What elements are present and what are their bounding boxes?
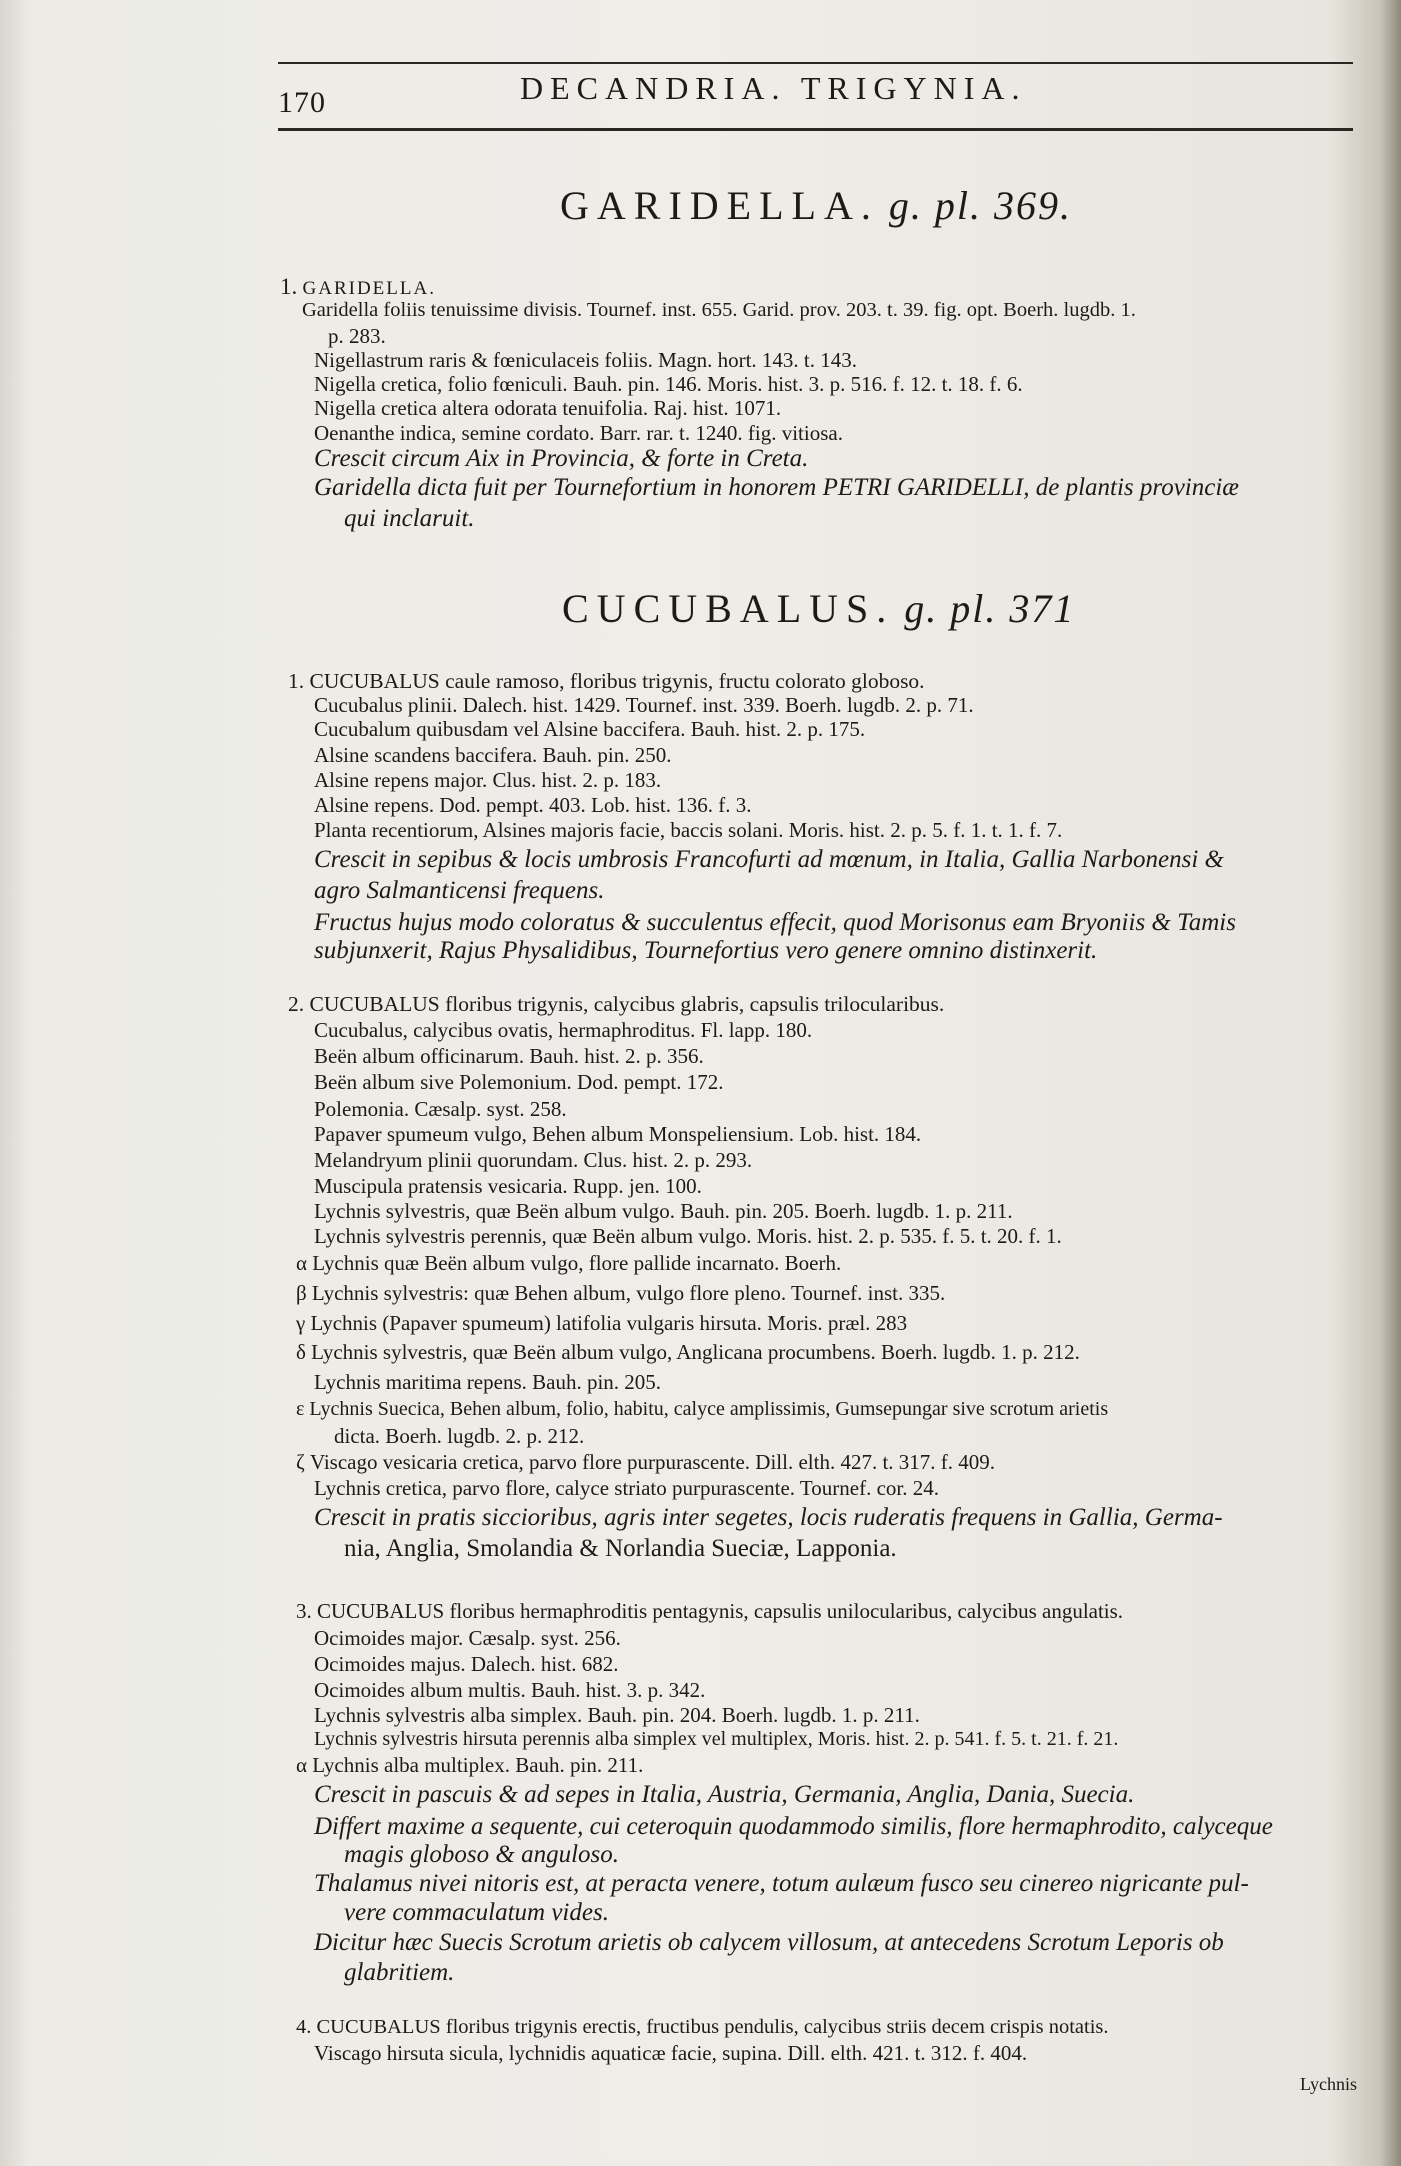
variety-line: δ Lychnis sylvestris, quæ Beën album vulgo, Anglicana procumbens. Boerh. lugdb. 1. p. 212. — [296, 1340, 1080, 1364]
species-diagnosis: 4. CUCUBALUS floribus trigynis erectis, fructibus pendulis, calycibus striis decem crispis notatis. — [296, 2016, 1109, 2038]
synonym-line: Oenanthe indica, semine cordato. Barr. rar. t. 1240. fig. vitiosa. — [314, 421, 843, 445]
habitat-line: Crescit in pascuis & ad sepes in Italia, Austria, Germania, Anglia, Dania, Suecia. — [314, 1781, 1135, 1808]
note-line: magis globoso & anguloso. — [344, 1841, 620, 1868]
entry-number: 1. — [280, 274, 298, 299]
synonym-line: Lychnis sylvestris hirsuta perennis alba simplex vel multiplex, Moris. hist. 2. p. 541. f. 5. t. 21. f. 21. — [314, 1728, 1119, 1750]
catchword: Lychnis — [1300, 2074, 1357, 2094]
synonym-line: Planta recentiorum, Alsines majoris facie, baccis solani. Moris. hist. 2. p. 5. f. 1. t. 1. f. 7. — [314, 818, 1063, 842]
running-title: DECANDRIA. TRIGYNIA. — [520, 70, 1027, 106]
synonym-line: Beën album officinarum. Bauh. hist. 2. p. 356. — [314, 1044, 704, 1068]
species-diagnosis: 1. CUCUBALUS caule ramoso, floribus trigynis, fructu colorato globoso. — [288, 669, 925, 693]
header-bottom-rule — [278, 128, 1353, 131]
synonym-line: Papaver spumeum vulgo, Behen album Monspeliensium. Lob. hist. 184. — [314, 1122, 922, 1146]
variety-line: α Lychnis quæ Beën album vulgo, flore pallide incarnato. Boerh. — [296, 1251, 842, 1275]
synonym-line: Lychnis sylvestris alba simplex. Bauh. pin. 204. Boerh. lugdb. 1. p. 211. — [314, 1703, 920, 1727]
synonym-line: Nigellastrum raris & fœniculaceis foliis. Magn. hort. 143. t. 143. — [314, 348, 857, 372]
synonym-line: Ocimoides majus. Dalech. hist. 682. — [314, 1652, 619, 1676]
note-line: subjunxerit, Rajus Physalidibus, Tournefortius vero genere omnino distinxerit. — [314, 937, 1098, 964]
variety-line: ζ Viscago vesicaria cretica, parvo flore purpurascente. Dill. elth. 427. t. 317. f. 409. — [296, 1450, 996, 1474]
habitat-line: Crescit in pratis siccioribus, agris inter segetes, locis ruderatis frequens in Gallia, Germa- — [314, 1504, 1223, 1531]
synonym-line: Nigella cretica, folio fœniculi. Bauh. pin. 146. Moris. hist. 3. p. 516. f. 12. t. 18. f. 6. — [314, 372, 1023, 396]
variety-line: β Lychnis sylvestris: quæ Behen album, vulgo flore pleno. Tournef. inst. 335. — [296, 1281, 946, 1305]
synonym-line: p. 283. — [328, 324, 386, 348]
species-diagnosis: 2. CUCUBALUS floribus trigynis, calycibus glabris, capsulis trilocularibus. — [288, 992, 945, 1016]
synonym-line: Melandryum plinii quorundam. Clus. hist. 2. p. 293. — [314, 1148, 753, 1172]
entry-genus: GARIDELLA. — [302, 278, 436, 299]
note-line: glabritiem. — [344, 1959, 455, 1986]
habitat-line: Crescit circum Aix in Provincia, & forte in Creta. — [314, 445, 809, 472]
habitat-line: agro Salmanticensi frequens. — [314, 877, 605, 904]
synonym-line: Lychnis sylvestris, quæ Beën album vulgo. Bauh. pin. 205. Boerh. lugdb. 1. p. 211. — [314, 1199, 1013, 1223]
synonym-line: Polemonia. Cæsalp. syst. 258. — [314, 1097, 567, 1121]
genus-reference: g. pl. 371 — [904, 586, 1076, 631]
synonym-line: Garidella foliis tenuissime divisis. Tournef. inst. 655. Garid. prov. 203. t. 39. fig. opt. Boerh. lugdb. 1. — [302, 299, 1136, 321]
synonym-line: Cucubalus plinii. Dalech. hist. 1429. Tournef. inst. 339. Boerh. lugdb. 2. p. 71. — [314, 693, 974, 717]
genus-heading-garidella — [560, 182, 1072, 229]
note-line: Dicitur hæc Suecis Scrotum arietis ob calycem villosum, at antecedens Scrotum Leporis ob — [314, 1929, 1224, 1956]
genus-name: GARIDELLA. — [560, 183, 879, 228]
synonym-line: Alsine repens major. Clus. hist. 2. p. 183. — [314, 768, 662, 792]
synonym-line: Lychnis cretica, parvo flore, calyce striato purpurascente. Tournef. cor. 24. — [314, 1476, 939, 1500]
synonym-line: Lychnis sylvestris perennis, quæ Beën album vulgo. Moris. hist. 2. p. 535. f. 5. t. 20. f. 1. — [314, 1224, 1062, 1248]
synonym-line: Cucubalus, calycibus ovatis, hermaphroditus. Fl. lapp. 180. — [314, 1018, 813, 1042]
synonym-line: Ocimoides album multis. Bauh. hist. 3. p. 342. — [314, 1678, 706, 1702]
synonym-line: Ocimoides major. Cæsalp. syst. 256. — [314, 1626, 621, 1650]
note-line: vere commaculatum vides. — [344, 1899, 609, 1926]
entry-line — [280, 275, 436, 298]
synonym-line: Viscago hirsuta sicula, lychnidis aquaticæ facie, supina. Dill. elth. 421. t. 312. f. 404. — [314, 2041, 1028, 2065]
synonym-line: dicta. Boerh. lugdb. 2. p. 212. — [334, 1424, 585, 1448]
variety-line: γ Lychnis (Papaver spumeum) latifolia vulgaris hirsuta. Moris. præl. 283 — [296, 1311, 908, 1335]
synonym-line: Beën album sive Polemonium. Dod. pempt. 172. — [314, 1070, 724, 1094]
note-line: Garidella dicta fuit per Tournefortium in honorem PETRI GARIDELLI, de plantis provinciæ — [314, 474, 1239, 501]
page-number: 170 — [278, 86, 326, 119]
habitat-line: nia, Anglia, Smolandia & Norlandia Sueciæ, Lapponia. — [344, 1535, 897, 1562]
synonym-line: Cucubalum quibusdam vel Alsine baccifera. Bauh. hist. 2. p. 175. — [314, 717, 866, 741]
note-line: Fructus hujus modo coloratus & succulentus effecit, quod Morisonus eam Bryoniis & Tamis — [314, 909, 1236, 936]
variety-line: ε Lychnis Suecica, Behen album, folio, habitu, calyce amplissimis, Gumsepungar sive scrotum arietis — [296, 1398, 1109, 1420]
note-line: Differt maxime a sequente, cui ceteroquin quodammodo similis, flore hermaphrodito, calyceque — [314, 1813, 1273, 1840]
synonym-line: Nigella cretica altera odorata tenuifolia. Raj. hist. 1071. — [314, 396, 782, 420]
synonym-line: Alsine scandens baccifera. Bauh. pin. 250. — [314, 743, 672, 767]
species-diagnosis: 3. CUCUBALUS floribus hermaphroditis pentagynis, capsulis unilocularibus, calycibus angulatis. — [296, 1599, 1124, 1623]
genus-heading-cucubalus — [562, 585, 1075, 632]
synonym-line: Muscipula pratensis vesicaria. Rupp. jen. 100. — [314, 1174, 702, 1198]
header-top-rule — [278, 62, 1353, 64]
synonym-line: Lychnis maritima repens. Bauh. pin. 205. — [314, 1370, 662, 1394]
genus-name: CUCUBALUS. — [562, 586, 895, 631]
note-line: Thalamus nivei nitoris est, at peracta venere, totum aulæum fusco seu cinereo nigricante pul- — [314, 1870, 1249, 1897]
genus-reference: g. pl. 369. — [888, 183, 1072, 228]
variety-line: α Lychnis alba multiplex. Bauh. pin. 211. — [296, 1753, 644, 1777]
habitat-line: Crescit in sepibus & locis umbrosis Francofurti ad mœnum, in Italia, Gallia Narbonensi & — [314, 846, 1224, 873]
note-line: qui inclaruit. — [344, 505, 475, 532]
synonym-line: Alsine repens. Dod. pempt. 403. Lob. hist. 136. f. 3. — [314, 793, 752, 817]
